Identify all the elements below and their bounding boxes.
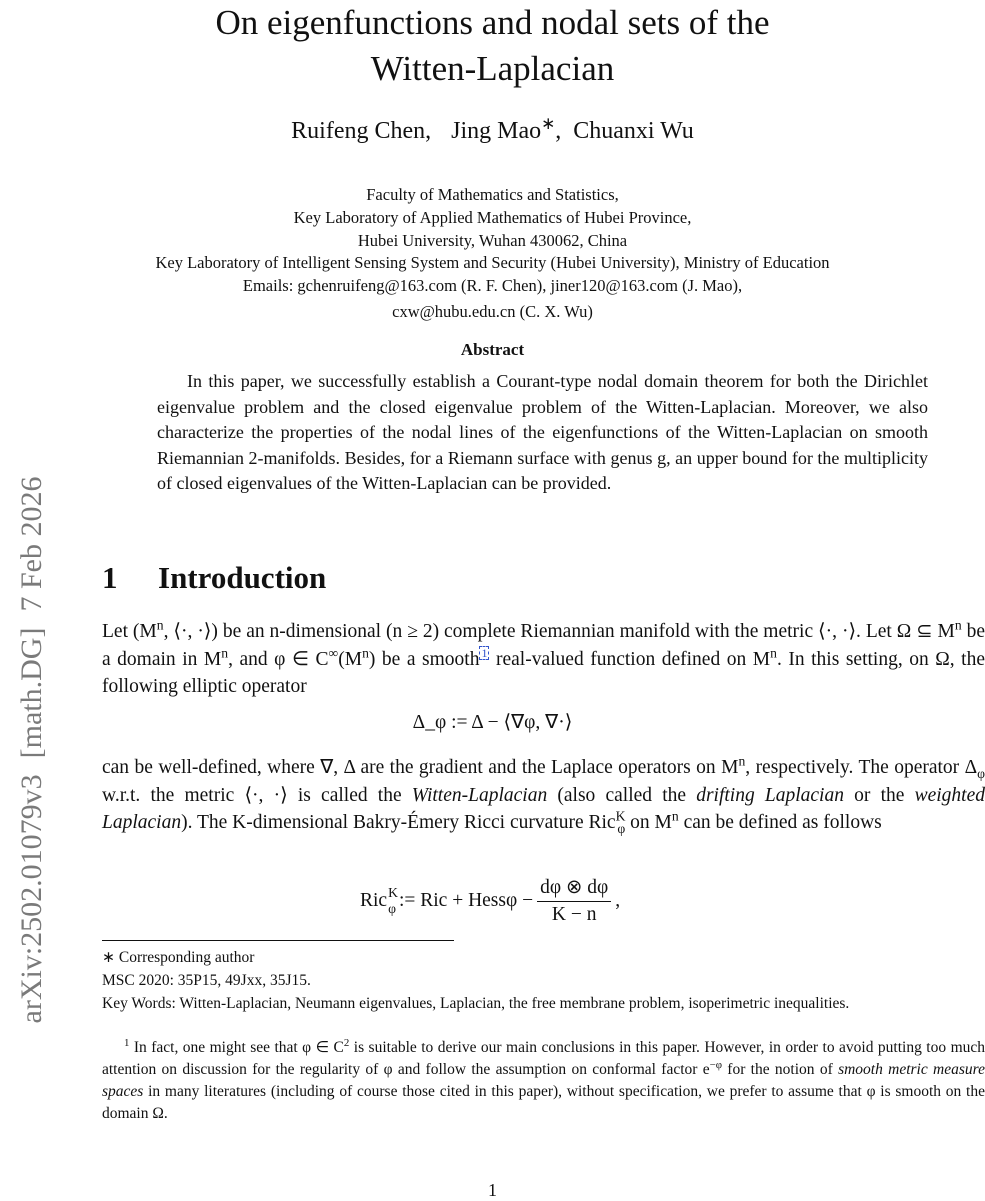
author-list: Ruifeng Chen, Jing Mao∗, Chuanxi Wu — [291, 114, 694, 144]
footnote-msc: MSC 2020: 35P15, 49Jxx, 35J15. — [102, 972, 311, 989]
author-1: Ruifeng Chen, — [291, 118, 432, 144]
affiliation-line: Key Laboratory of Intelligent Sensing System and Security (Hubei University), Ministry of Education — [155, 253, 830, 273]
affiliation-line: Hubei University, Wuhan 430062, China — [357, 230, 628, 250]
footnote-rule — [102, 940, 454, 941]
author-2: Jing Mao — [451, 118, 542, 144]
intro-paragraph-1: Let ($M^n$, ⟨·, ·⟩) be an n-dimensional (n ≥ 2) complete Riemannian manifold with the metric ⟨·, ·⟩. Let Ω ⊆ $M^n$ be a domain in $M^n$, and φ ∈ $C^\infty(M^n)$ be a smooth 1 real-valued function defined on $M^n$. In this setting, on Ω, the following elliptic operator — [102, 617, 985, 697]
arxiv-category: [math.DG] — [15, 627, 48, 759]
title-line-1: On eigenfunctions and nodal sets of the — [215, 3, 770, 42]
footnote-link[interactable]: 1 — [481, 646, 488, 660]
footnote-1: $^1$ In fact, one might see that φ ∈ $C^2$ is suitable to derive our main conclusions in this paper. However, in order to avoid putting too much attention on discussion for the regularity of φ and follow the assumption on conformal factor $e^{-\varphi}$ for the notion of smooth metric measure spaces in many literatures (including of course those cited in this paper), without specification, we prefer to assume that φ is smooth on the domain Ω. — [102, 1036, 985, 1122]
affiliation-line: Faculty of Mathematics and Statistics, — [366, 185, 619, 204]
paper-title — [0, 0, 985, 92]
footnote-corresponding: ∗ Corresponding author — [102, 949, 255, 966]
abstract-text: In this paper, we successfully establish a Courant-type nodal domain theorem for both the Dirichlet eigenvalue problem and the closed eigenvalue problem of the Witten-Laplacian. Moreover, we also characterize the properties of the nodal lines of the eigenfunctions of the Witten-Laplacian on smooth Riemannian 2-manifolds. Besides, for a Riemann surface with genus g, an upper bound for the multiplicity of closed eigenvalues of the Witten-Laplacian can be provided. — [157, 371, 928, 493]
footnote-keywords: Key Words: Witten-Laplacian, Neumann eigenvalues, Laplacian, the free membrane problem, isoperimetric inequalities. — [102, 995, 850, 1012]
equation-bakry-emery: Ric K φ := Ric + Hessφ − $\frac{d\varphi \otimes d\varphi}{K - n}$ , — [360, 877, 621, 925]
intro-paragraph-2: can be well-defined, where ∇, Δ are the gradient and the Laplace operators on $M^n$, respectively. The operator $\Delta_\varphi$ w.r.t. the metric ⟨·, ·⟩ is called the Witten-Laplacian (also called the drifting Laplacian or the weighted Laplacian). The K-dimensional Bakry-Émery Ricci curvature Ric$^K_\varphi$ on $M^n$ can be defined as follows — [102, 753, 985, 836]
affiliation-line: Emails: gchenruifeng@163.com (R. F. Chen), jiner120@163.com (J. Mao), — [242, 276, 743, 296]
abstract-heading: Abstract — [460, 340, 525, 359]
affiliation-line: cxw@hubu.edu.cn (C. X. Wu) — [392, 301, 593, 321]
section-heading — [102, 558, 326, 598]
section-number: 1 — [102, 560, 118, 595]
author-3: Chuanxi Wu — [573, 118, 694, 144]
page-number: 1 — [488, 1180, 497, 1200]
arxiv-date: 7 Feb 2026 — [15, 476, 48, 612]
arxiv-stamp — [14, 300, 50, 1200]
equation-witten-laplacian: Δ_φ := Δ − ⟨∇φ, ∇·⟩ — [412, 712, 573, 733]
affiliations — [0, 184, 985, 324]
fraction: $\frac{d\varphi \otimes d\varphi}{K - n}$ — [537, 875, 611, 926]
affiliation-line: Key Laboratory of Applied Mathematics of Hubei Province, — [293, 207, 692, 227]
arxiv-id: arXiv:2502.01079v3 — [15, 774, 48, 1024]
section-title: Introduction — [158, 560, 327, 595]
corresponding-mark: ∗ — [541, 114, 556, 133]
title-line-2: Witten-Laplacian — [370, 49, 615, 88]
